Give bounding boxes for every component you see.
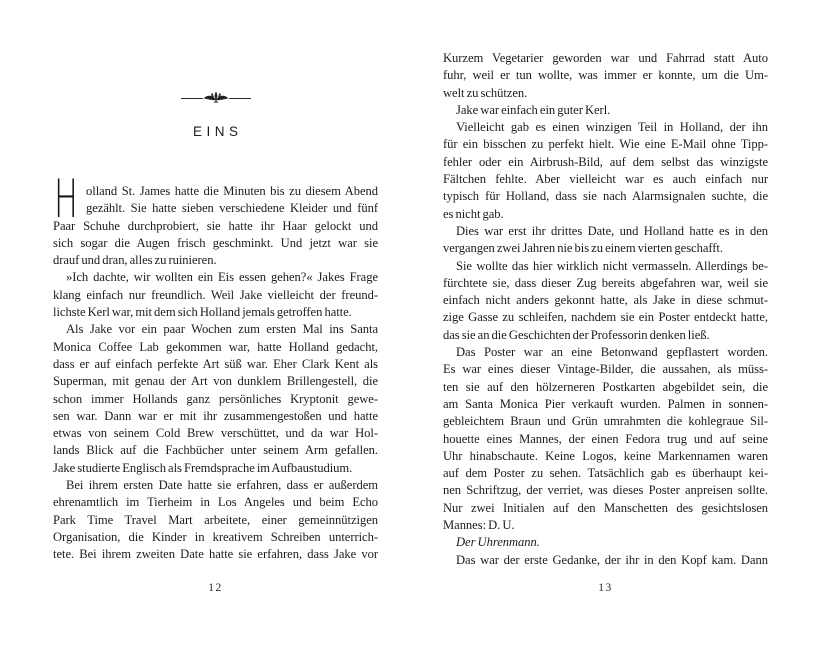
paragraph: [443, 223, 768, 258]
drop-cap: H: [54, 169, 78, 230]
text-line: welt zu schützen.: [443, 85, 528, 100]
chapter-title: EINS: [192, 124, 243, 140]
text-line: Mannes: D. U.: [443, 518, 515, 533]
text-line: am Santa Monica Pier verkauft wurden. Palmen in sonnen-: [443, 396, 768, 411]
text-line: Der Uhrenmann.: [456, 535, 540, 550]
text-line: Kurzem Vegetarier geworden war und Fahrrad statt Auto: [443, 51, 768, 65]
text-line: für ein bisschen zu perfekt hielt. Wie eine E-Mail ohne Tipp-: [443, 137, 768, 152]
text-line: tete. Bei ihrem zweiten Date hatte sie erfahren, dass Jake vor: [53, 547, 378, 562]
text-line: Fältchen fehlte. Aber vielleicht war es auch einfach nur: [443, 172, 768, 187]
text-line: sen war. Dann war er mit ihr zusammengestoßen und hatte: [53, 408, 378, 423]
text-line: lichste Kerl war, mit dem sich Holland jemals getroffen hatte.: [53, 305, 352, 320]
text-line: Es war eines dieser Vintage-Bilder, die aussahen, als müss-: [443, 362, 768, 377]
text-line: gezählt. Sie hatte sieben verschiedene Kleider und fünf: [86, 201, 378, 216]
text-line: houette eines Mannes, der einen Fedora trug und auf seine: [443, 431, 768, 446]
paragraph: [53, 321, 378, 477]
page-number-left: 12: [208, 582, 223, 594]
paragraph: [443, 50, 768, 102]
text-line: Park Time Travel Mart arbeitete, einer gemeinnützigen: [53, 512, 378, 527]
text-line: olland St. James hatte die Minuten bis zu diesem Abend: [86, 184, 378, 198]
text-line: Monica Coffee Lab gekommen war, hatte Holland gedacht,: [53, 339, 378, 354]
text-line: fehler oder ein Airbrush-Bild, auf dem selbst das winzigste: [443, 154, 768, 169]
text-line: Das Poster war an eine Betonwand gepflastert worden.: [456, 345, 768, 360]
paragraph: [53, 477, 378, 563]
paragraph: [53, 269, 378, 321]
text-line: Das war der erste Gedanke, der ihr in den Kopf kam. Dann: [456, 552, 768, 567]
text-line: das sie an die Geschichten der Professorin denken ließ.: [443, 327, 710, 342]
text-line: es nicht gab.: [443, 206, 504, 221]
text-line: auf dem Poster zu sehen. Tatsächlich gab es überhaupt kei-: [443, 466, 768, 481]
text-line: nen Schriftzug, der verriet, was dieses Poster anpreisen sollte.: [443, 483, 768, 498]
text-line: Sie wollte das hier wirklich nicht vermasseln. Allerdings be-: [456, 258, 768, 273]
right-page-text: [443, 50, 768, 569]
paragraph: [53, 169, 378, 269]
text-line: Paar Schuhe durchprobiert, sie hatte ihr Haar gelockt und: [53, 218, 378, 233]
text-line: ehrenamtlich im Tierheim in Los Angeles und beim Echo: [53, 495, 378, 510]
text-line: Superman, mit genau der Art von dunklem Brillengestell, die: [53, 374, 378, 389]
text-line: Dies war erst ihr drittes Date, und Holland hatte es in den: [456, 223, 768, 238]
text-line: Organisation, die Kinder in kreativem Schreiben unterrich-: [53, 529, 378, 544]
page-left: [53, 0, 378, 648]
text-line: zige Gasse zu schleifen, nachdem sie ein Poster entdeckt hatte,: [443, 310, 768, 325]
text-line: etwas von seinem Cold Brew verschüttet, und da war Hol-: [53, 426, 378, 441]
text-line: gebleichtem Braun und Grün umrahmten die kohlegraue Sil-: [443, 414, 768, 429]
text-line: Nur zwei Initialen auf den Manschetten des gesichtslosen: [443, 500, 768, 515]
left-page-text: [53, 169, 378, 564]
text-line: typisch für Holland, dass sie nach Alarmsignalen suchte, die: [443, 189, 768, 204]
text-line: Bei ihrem ersten Date hatte sie erfahren, dass er außerdem: [66, 478, 378, 493]
text-line: schon immer Hollands ganz persönliches Kryptonit gewe-: [53, 391, 378, 406]
text-line: Als Jake vor ein paar Wochen zum ersten Mal ins Santa: [66, 322, 378, 337]
text-line: drauf und dran, alles zu ruinieren.: [53, 253, 217, 268]
text-line: Uhr hinabschaute. Keine Logos, keine Markennamen waren: [443, 448, 768, 463]
page-number-right: 13: [598, 582, 613, 594]
text-line: sich sogar die Augen frisch geschminkt. Und jetzt war sie: [53, 235, 378, 250]
text-line: ten sie auf den hölzerneren Postkarten abgebildet sein, die: [443, 379, 768, 394]
paragraph: [443, 102, 768, 119]
text-line: Vielleicht gab es einen winzigen Teil in Holland, der ihn: [456, 120, 768, 135]
paragraph: [443, 258, 768, 344]
paragraph: [443, 552, 768, 569]
text-line: lands Blick auf die Fachbücher unter seinem Arm gefallen.: [53, 443, 378, 458]
paragraph: [443, 534, 768, 551]
text-line: fürchtete sie, dass dieser Zug bereits abgefahren war, weil sie: [443, 275, 768, 290]
text-line: einfach nicht anders gekonnt hatte, als Jake in diese schmut-: [443, 293, 768, 308]
text-line: fuhr, weil er tun wollte, was immer er konnte, um die Um-: [443, 68, 768, 83]
winged-fleuron-icon: [53, 90, 378, 111]
paragraph: [443, 344, 768, 534]
text-line: Jake studierte Englisch als Fremdsprache im Aufbaustudium.: [53, 460, 353, 475]
text-line: »Ich dachte, wir wollten ein Eis essen gehen?« Jakes Frage: [66, 270, 378, 285]
page-right: [443, 0, 768, 648]
text-line: klang einfach nur freundlich. Weil Jake vielleicht der freund-: [53, 287, 378, 302]
text-line: dass er auf einfach perfekte Art süß war. Eher Clark Kent als: [53, 356, 378, 371]
text-line: vergangen zwei Jahren nie bis zu einem vierten geschafft.: [443, 241, 723, 256]
paragraph: [443, 119, 768, 223]
text-line: Jake war einfach ein guter Kerl.: [456, 102, 611, 117]
